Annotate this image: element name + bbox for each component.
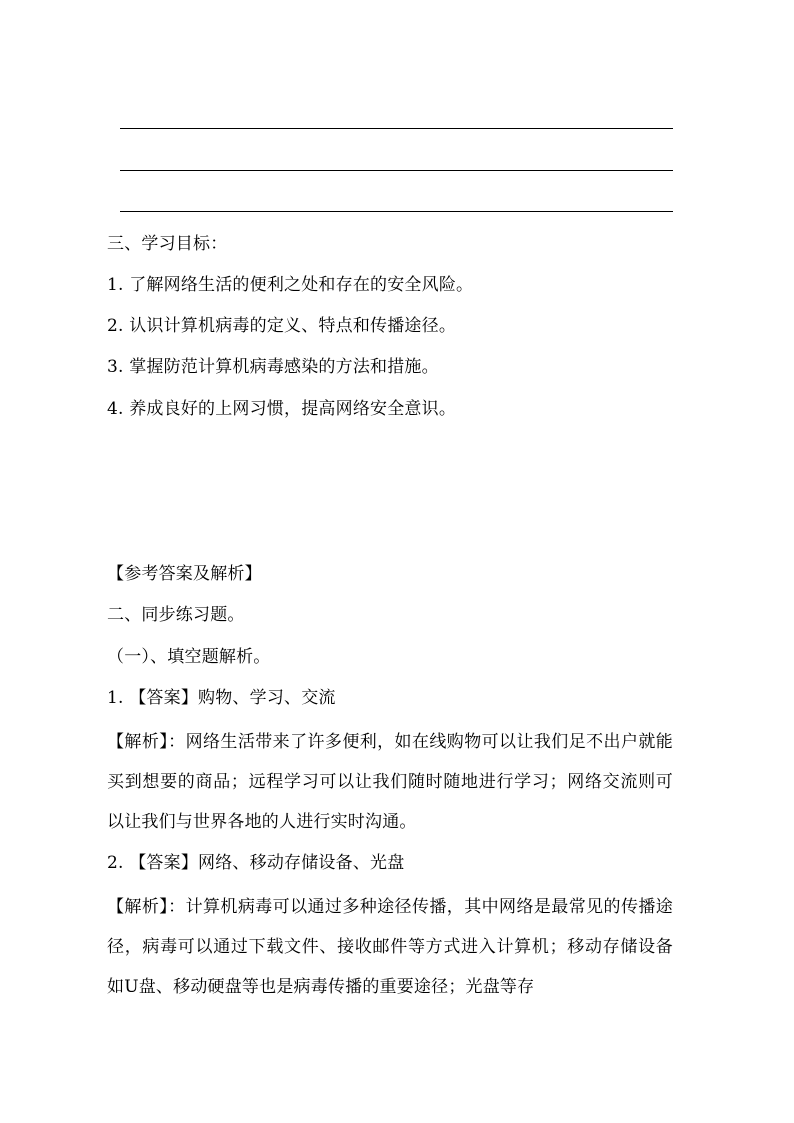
analysis-2: 【解析】：计算机病毒可以通过多种途径传播，其中网络是最常见的传播途径，病毒可以通过下载文件、接收邮件等方式进入计算机；移动存储设备如U盘、移动硬盘等也是病毒传播的重要途径；光盘等存	[107, 897, 673, 997]
answer-blank-line-3	[120, 211, 673, 212]
answers-heading: 【参考答案及解析】	[107, 564, 262, 584]
answer-2: 2. 【答案】网络、移动存储设备、光盘	[107, 853, 405, 873]
section-heading-learning-goals: 三、学习目标：	[107, 234, 228, 254]
goal-item-1: 1. 了解网络生活的便利之处和存在的安全风险。	[107, 275, 474, 295]
answer-1: 1. 【答案】购物、学习、交流	[107, 688, 336, 708]
analysis-1: 【解析】：网络生活带来了许多便利，如在线购物可以让我们足不出户就能买到想要的商品；远程学习可以让我们随时随地进行学习；网络交流则可以让我们与世界各地的人进行实时沟通。	[107, 732, 673, 832]
answer-blank-line-2	[120, 170, 673, 171]
goal-item-2: 2. 认识计算机病毒的定义、特点和传播途径。	[107, 316, 457, 336]
goal-item-4: 4. 养成良好的上网习惯，提高网络安全意识。	[107, 399, 457, 419]
section-title-practice: 二、同步练习题。	[107, 605, 245, 625]
goal-item-3: 3. 掌握防范计算机病毒感染的方法和措施。	[107, 357, 439, 377]
subsection-title-fill-blank: （一）、填空题解析。	[107, 647, 271, 667]
answer-blank-line-1	[120, 128, 673, 129]
